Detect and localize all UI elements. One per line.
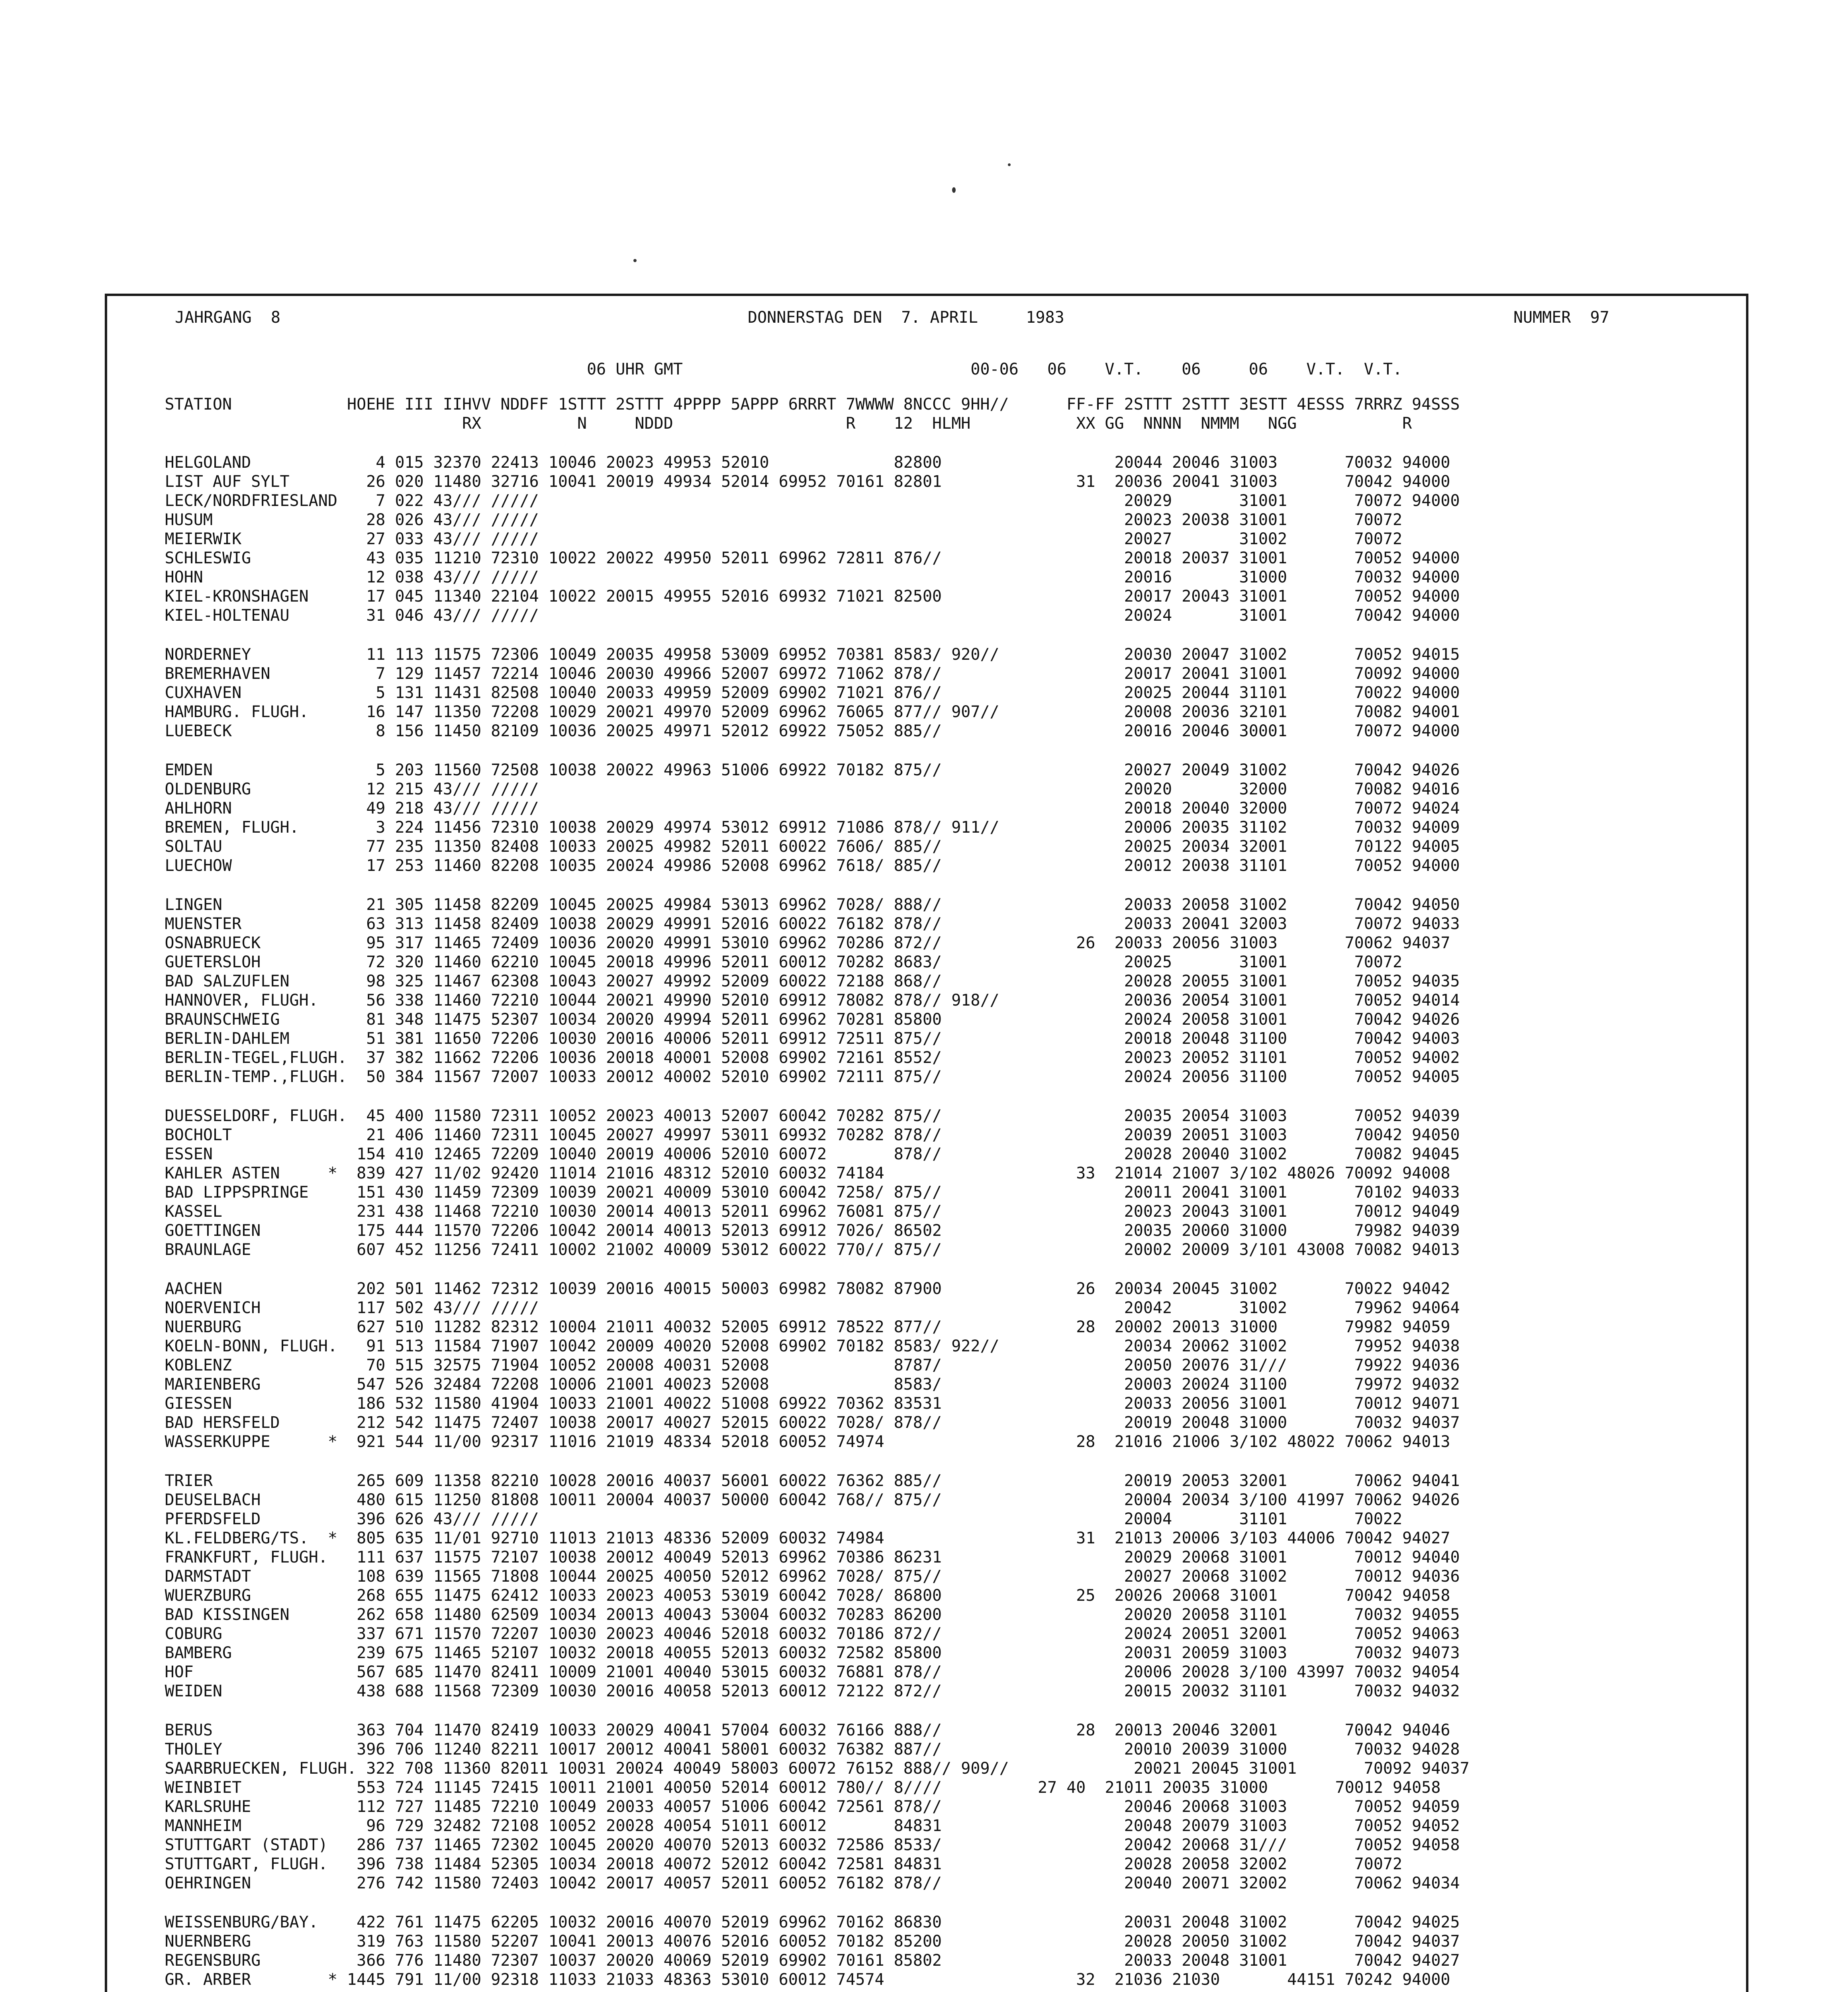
scan-speck: [633, 259, 637, 262]
station-row: LECK/NORDFRIESLAND 7 022 43/// ///// 20029 31001 70072 94000: [107, 492, 1460, 510]
station-row: WASSERKUPPE * 921 544 11/00 92317 11016 21019 48334 52018 60052 74974 28 21016 21006 3/102 48022 70062 94013: [107, 1433, 1450, 1451]
station-row: AHLHORN 49 218 43/// ///// 20018 20040 32000 70072 94024: [107, 799, 1460, 818]
group-spacer: [107, 1701, 1751, 1721]
station-row: WUERZBURG 268 655 11475 62412 10033 20023 40053 53019 60042 7028/ 86800 25 20026 20068 31001 70042 94058: [107, 1586, 1450, 1605]
column-header-row-1: STATION HOEHE III IIHVV NDDFF 1STTT 2STTT 4PPPP 5APPP 6RRRT 7WWWW 8NCCC 9HH// FF-FF 2STTT 2STTT 3ESTT 4ESSS 7RRRZ 94SSS: [107, 395, 1460, 414]
station-row: BRAUNSCHWEIG 81 348 11475 52307 10034 20020 49994 52011 69962 70281 85800 20024 20058 31001 70042 94026: [107, 1010, 1460, 1029]
station-row: KIEL-HOLTENAU 31 046 43/// ///// 20024 31001 70042 94000: [107, 606, 1460, 625]
group-spacer: [107, 1893, 1751, 1913]
station-row: DEUSELBACH 480 615 11250 81808 10011 20004 40037 50000 60042 768// 875// 20004 20034 3/100 41997 70062 94026: [107, 1491, 1460, 1509]
station-row: NUERBURG 627 510 11282 82312 10004 21011 40032 52005 69912 78522 877// 28 20002 20013 31000 79982 94059: [107, 1318, 1450, 1336]
group-spacer: [107, 1259, 1751, 1279]
station-row: BERLIN-DAHLEM 51 381 11650 72206 10030 20016 40006 52011 69912 72511 875// 20018 20048 31100 70042 94003: [107, 1029, 1460, 1048]
station-row: HOHN 12 038 43/// ///// 20016 31000 70032 94000: [107, 568, 1460, 586]
station-row: TRIER 265 609 11358 82210 10028 20016 40037 56001 60022 76362 885// 20019 20053 32001 70062 94041: [107, 1472, 1460, 1490]
station-row: OEHRINGEN 276 742 11580 72403 10042 20017 40057 52011 60052 76182 878// 20040 20071 32002 70062 94034: [107, 1874, 1460, 1892]
scan-speck: [1008, 163, 1011, 166]
group-spacer: [107, 1989, 1751, 1992]
station-row: HELGOLAND 4 015 32370 22413 10046 20023 49953 52010 82800 20044 20046 31003 70032 94000: [107, 453, 1450, 472]
station-row: HANNOVER, FLUGH. 56 338 11460 72210 10044 20021 49990 52010 69912 78082 878// 918// 20036 20054 31001 70052 94014: [107, 991, 1460, 1010]
time-header-row: 06 UHR GMT 00-06 06 V.T. 06 06 V.T. V.T.: [107, 360, 1403, 378]
station-row: BAD LIPPSPRINGE 151 430 11459 72309 10039 20021 40009 53010 60042 7258/ 875// 20011 20041 31001 70102 94033: [107, 1183, 1460, 1202]
station-row: MARIENBERG 547 526 32484 72208 10006 21001 40023 52008 8583/ 20003 20024 31100 79972 94032: [107, 1375, 1460, 1394]
station-row: MANNHEIM 96 729 32482 72108 10052 20028 40054 51011 60012 84831 20048 20079 31003 70052 94052: [107, 1817, 1460, 1835]
station-row: BAD HERSFELD 212 542 11475 72407 10038 20017 40027 52015 60022 7028/ 878// 20019 20048 31000 70032 94037: [107, 1414, 1460, 1432]
issue-date: DONNERSTAG DEN 7. APRIL 1983: [748, 308, 1064, 327]
station-row: DARMSTADT 108 639 11565 71808 10044 20025 40050 52012 69962 7028/ 875// 20027 20068 31002 70012 94036: [107, 1567, 1460, 1586]
station-row: NUERNBERG 319 763 11580 52207 10041 20013 40076 52016 60052 70182 85200 20028 20050 31002 70042 94037: [107, 1932, 1460, 1951]
group-spacer: [107, 1451, 1751, 1471]
station-row: THOLEY 396 706 11240 82211 10017 20012 40041 58001 60032 76382 887// 20010 20039 31000 70032 94028: [107, 1740, 1460, 1759]
station-row: BERLIN-TEMP.,FLUGH. 50 384 11567 72007 10033 20012 40002 52010 69902 72111 875// 20024 20056 31100 70052 94005: [107, 1068, 1460, 1086]
group-spacer: [107, 875, 1751, 895]
station-row: WEISSENBURG/BAY. 422 761 11475 62205 10032 20016 40070 52019 69962 70162 86830 20031 20048 31002 70042 94025: [107, 1913, 1460, 1931]
station-row: KIEL-KRONSHAGEN 17 045 11340 22104 10022 20015 49955 52016 69932 71021 82500 20017 20043 31001 70052 94000: [107, 587, 1460, 606]
station-table-body: [107, 453, 1751, 1992]
station-row: KOELN-BONN, FLUGH. 91 513 11584 71907 10042 20009 40020 52008 69902 70182 8583/ 922// 20034 20062 31002 79952 94038: [107, 1337, 1460, 1355]
scan-speck: [952, 187, 956, 193]
station-row: STUTTGART, FLUGH. 396 738 11484 52305 10034 20018 40072 52012 60042 72581 84831 20028 20058 32002 70072: [107, 1855, 1403, 1873]
station-row: BREMERHAVEN 7 129 11457 72214 10046 20030 49966 52007 69972 71062 878// 20017 20041 31001 70092 94000: [107, 665, 1460, 683]
issue-number: NUMMER 97: [1513, 308, 1609, 327]
station-row: WEIDEN 438 688 11568 72309 10030 20016 40058 52013 60012 72122 872// 20015 20032 31101 70032 94032: [107, 1682, 1460, 1700]
station-row: FRANKFURT, FLUGH. 111 637 11575 72107 10038 20012 40049 52013 69962 70386 86231 20029 20068 31001 70012 94040: [107, 1548, 1460, 1567]
station-row: AACHEN 202 501 11462 72312 10039 20016 40015 50003 69982 78082 87900 26 20034 20045 31002 70022 94042: [107, 1280, 1450, 1298]
station-row: MUENSTER 63 313 11458 82409 10038 20029 49991 52016 60022 76182 878// 20033 20041 32003 70072 94033: [107, 915, 1460, 933]
station-row: ESSEN 154 410 12465 72209 10040 20019 40006 52010 60072 878// 20028 20040 31002 70082 94045: [107, 1145, 1460, 1163]
station-row: STUTTGART (STADT) 286 737 11465 72302 10045 20020 40070 52013 60032 72586 8533/ 20042 20068 31/// 70052 94058: [107, 1836, 1460, 1854]
station-row: GOETTINGEN 175 444 11570 72206 10042 20014 40013 52013 69912 7026/ 86502 20035 20060 31000 79982 94039: [107, 1221, 1460, 1240]
station-row: KAHLER ASTEN * 839 427 11/02 92420 11014 21016 48312 52010 60032 74184 33 21014 21007 3/102 48026 70092 94008: [107, 1164, 1450, 1182]
station-row: BRAUNLAGE 607 452 11256 72411 10002 21002 40009 53012 60022 770// 875// 20002 20009 3/101 43008 70082 94013: [107, 1241, 1460, 1259]
group-spacer: [107, 1086, 1751, 1106]
station-row: GUETERSLOH 72 320 11460 62210 10045 20018 49996 52011 60012 70282 8683/ 20025 31001 70072: [107, 953, 1403, 971]
station-row: REGENSBURG 366 776 11480 72307 10037 20020 40069 52019 69902 70161 85802 20033 20048 31001 70042 94027: [107, 1951, 1460, 1970]
station-row: HUSUM 28 026 43/// ///// 20023 20038 31001 70072: [107, 511, 1403, 529]
station-row: NORDERNEY 11 113 11575 72306 10049 20035 49958 53009 69952 70381 8583/ 920// 20030 20047 31002 70052 94015: [107, 645, 1460, 664]
station-row: DUESSELDORF, FLUGH. 45 400 11580 72311 10052 20023 40013 52007 60042 70282 875// 20035 20054 31003 70052 94039: [107, 1107, 1460, 1125]
station-row: NOERVENICH 117 502 43/// ///// 20042 31002 79962 94064: [107, 1299, 1460, 1317]
station-row: WEINBIET 553 724 11145 72415 10011 21001 40050 52014 60012 780// 8//// 27 40 21011 20035 31000 70012 94058: [107, 1778, 1441, 1797]
station-row: GR. ARBER * 1445 791 11/00 92318 11033 21033 48363 53010 60012 74574 32 21036 21030 44151 70242 94000: [107, 1970, 1450, 1989]
station-row: BOCHOLT 21 406 11460 72311 10045 20027 49997 53011 69932 70282 878// 20039 20051 31003 70042 94050: [107, 1126, 1460, 1144]
station-row: BAD KISSINGEN 262 658 11480 62509 10034 20013 40043 53004 60032 70283 86200 20020 20058 31101 70032 94055: [107, 1606, 1460, 1624]
station-row: SAARBRUECKEN, FLUGH. 322 708 11360 82011 10031 20024 40049 58003 60072 76152 888// 909// 20021 20045 31001 70092 94037: [107, 1759, 1470, 1778]
station-row: BREMEN, FLUGH. 3 224 11456 72310 10038 20029 49974 53012 69912 71086 878// 911// 20006 20035 31102 70032 94009: [107, 818, 1460, 837]
station-row: HOF 567 685 11470 82411 10009 21001 40040 53015 60032 76881 878// 20006 20028 3/100 43997 70032 94054: [107, 1663, 1460, 1681]
station-row: COBURG 337 671 11570 72207 10030 20023 40046 52018 60032 70186 872// 20024 20051 32001 70052 94063: [107, 1625, 1460, 1643]
station-row: SOLTAU 77 235 11350 82408 10033 20025 49982 52011 60022 7606/ 885// 20025 20034 32001 70122 94005: [107, 837, 1460, 856]
station-row: LUECHOW 17 253 11460 82208 10035 20024 49986 52008 69962 7618/ 885// 20012 20038 31101 70052 94000: [107, 857, 1460, 875]
station-row: OSNABRUECK 95 317 11465 72409 10036 20020 49991 53010 69962 70286 872// 26 20033 20056 31003 70062 94037: [107, 934, 1450, 952]
station-row: BAMBERG 239 675 11465 52107 10032 20018 40055 52013 60032 72582 85800 20031 20059 31003 70032 94073: [107, 1644, 1460, 1662]
station-row: GIESSEN 186 532 11580 41904 10033 21001 40022 51008 69922 70362 83531 20033 20056 31001 70012 94071: [107, 1394, 1460, 1413]
station-row: KASSEL 231 438 11468 72210 10030 20014 40013 52011 69962 76081 875// 20023 20043 31001 70012 94049: [107, 1202, 1460, 1221]
jahrgang-label: JAHRGANG 8: [175, 308, 280, 327]
column-header-row-2: RX N NDDD R 12 HLMH XX GG NNNN NMMM NGG R: [107, 414, 1412, 433]
station-row: BERUS 363 704 11470 82419 10033 20029 40041 57004 60032 76166 888// 28 20013 20046 32001 70042 94046: [107, 1721, 1450, 1739]
station-row: KL.FELDBERG/TS. * 805 635 11/01 92710 11013 21013 48336 52009 60032 74984 31 21013 20006 3/103 44006 70042 94027: [107, 1529, 1450, 1547]
group-spacer: [107, 741, 1751, 761]
station-row: BAD SALZUFLEN 98 325 11467 62308 10043 20027 49992 52009 60022 72188 868// 20028 20055 31001 70052 94035: [107, 972, 1460, 990]
station-row: CUXHAVEN 5 131 11431 82508 10040 20033 49959 52009 69902 71021 876// 20025 20044 31101 70022 94000: [107, 684, 1460, 702]
station-row: BERLIN-TEGEL,FLUGH. 37 382 11662 72206 10036 20018 40001 52008 69902 72161 8552/ 20023 20052 31101 70052 94002: [107, 1049, 1460, 1067]
station-row: OLDENBURG 12 215 43/// ///// 20020 32000 70082 94016: [107, 780, 1460, 798]
station-row: KOBLENZ 70 515 32575 71904 10052 20008 40031 52008 8787/ 20050 20076 31/// 79922 94036: [107, 1356, 1460, 1374]
station-row: HAMBURG. FLUGH. 16 147 11350 72208 10029 20021 49970 52009 69962 76065 877// 907// 20008 20036 32101 70082 94001: [107, 703, 1460, 721]
station-row: LIST AUF SYLT 26 020 11480 32716 10041 20019 49934 52014 69952 70161 82801 31 20036 20041 31003 70042 94000: [107, 473, 1450, 491]
column-header: [107, 395, 1751, 433]
station-row: KARLSRUHE 112 727 11485 72210 10049 20033 40057 51006 60042 72561 878// 20046 20068 31003 70052 94059: [107, 1798, 1460, 1816]
table-frame: [105, 294, 1748, 1992]
station-row: LINGEN 21 305 11458 82209 10045 20025 49984 53013 69962 7028/ 888// 20033 20058 31002 70042 94050: [107, 896, 1460, 914]
station-row: PFERDSFELD 396 626 43/// ///// 20004 31101 70022: [107, 1510, 1403, 1528]
station-row: MEIERWIK 27 033 43/// ///// 20027 31002 70072: [107, 530, 1403, 548]
station-row: SCHLESWIG 43 035 11210 72310 10022 20022 49950 52011 69962 72811 876// 20018 20037 31001 70052 94000: [107, 549, 1460, 567]
group-spacer: [107, 625, 1751, 645]
station-row: EMDEN 5 203 11560 72508 10038 20022 49963 51006 69922 70182 875// 20027 20049 31002 70042 94026: [107, 761, 1460, 779]
station-row: LUEBECK 8 156 11450 82109 10036 20025 49971 52012 69922 75052 885// 20016 20046 30001 70072 94000: [107, 722, 1460, 740]
